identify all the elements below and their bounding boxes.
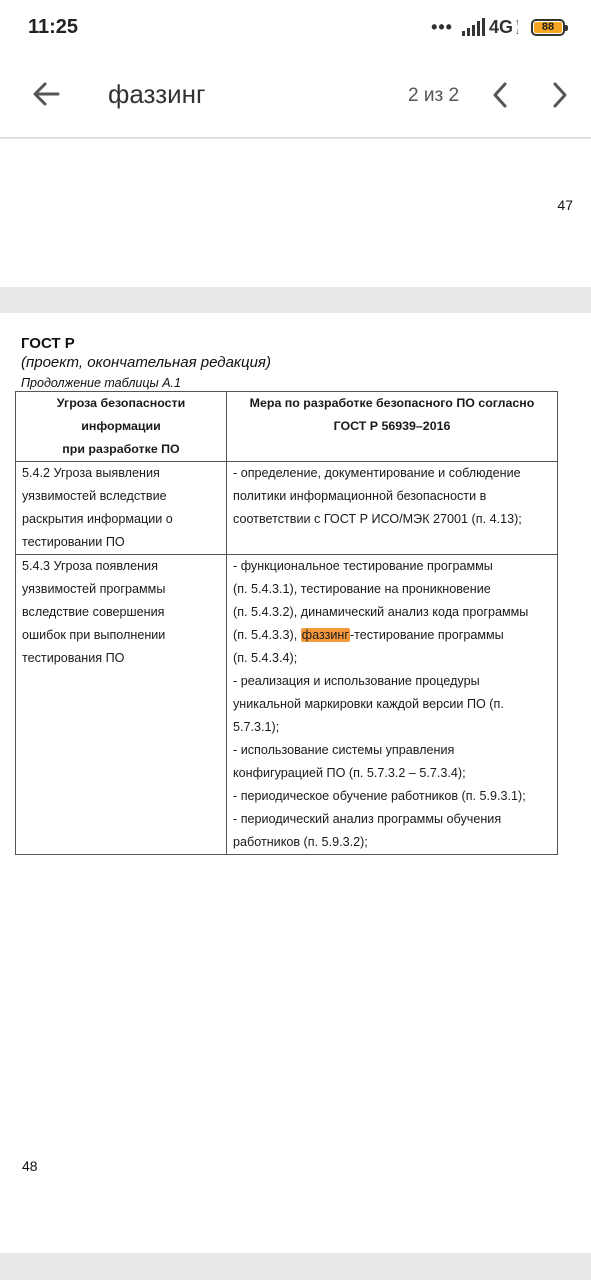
measures-table <box>15 391 558 855</box>
status-bar <box>0 0 591 54</box>
arrow-left-icon[interactable] <box>28 76 64 112</box>
measure-line-with-match: (п. 5.4.3.3), фаззинг-тестирование программы <box>233 628 504 642</box>
search-match-highlight: фаззинг <box>301 628 349 642</box>
table-header-row <box>16 392 558 462</box>
battery-icon <box>531 19 565 36</box>
battery-level: 88 <box>534 22 562 33</box>
search-query-input[interactable]: фаззинг <box>108 79 206 109</box>
document-title: ГОСТ Р <box>21 335 75 352</box>
chevron-right-icon[interactable] <box>546 80 574 110</box>
table-row <box>16 462 558 555</box>
match-counter: 2 из 2 <box>408 85 460 106</box>
more-notifications-icon: ••• <box>431 16 453 37</box>
document-page-previous <box>0 139 591 287</box>
measure-cell: - функциональное тестирование программы (п. 5.4.3.1), тестирование на проникновение (п. 5.4.3.2), динамический анализ кода программы (п. 5.4.3.3), фаззинг-тестирование программы (п. 5.4.3.4); - реализация и использование процедуры уникальной маркировки каждой версии ПО (п. 5.7.3.1); - использование системы управления конфигурацией ПО (п. 5.7.3.2 – 5.7.3.4); - периодическое обучение работников (п. 5.9.3.1); - периодический анализ программы обучения работников (п. 5.9.3.2); <box>227 555 558 855</box>
status-icons <box>431 15 565 39</box>
data-transfer-icon: ↑ ↓ <box>515 17 520 36</box>
measure-cell: - определение, документирование и соблюдение политики информационной безопасности в соответствии с ГОСТ Р ИСО/МЭК 27001 (п. 4.13); <box>227 462 558 555</box>
find-in-document-bar <box>0 54 591 138</box>
page-number: 47 <box>557 197 573 213</box>
header-threat: Угроза безопасности информации при разработке ПО <box>16 392 227 462</box>
document-page <box>0 313 591 1253</box>
network-type-label: 4G <box>488 16 513 37</box>
table-row <box>16 555 558 855</box>
table-caption: Продолжение таблицы А.1 <box>21 376 181 390</box>
document-subtitle: (проект, окончательная редакция) <box>21 354 271 371</box>
page-number: 48 <box>22 1158 38 1174</box>
chevron-left-icon[interactable] <box>486 80 514 110</box>
threat-cell: 5.4.2 Угроза выявления уязвимостей вследствие раскрытия информации о тестировании ПО <box>16 462 227 555</box>
threat-cell: 5.4.3 Угроза появления уязвимостей программы вследствие совершения ошибок при выполнении тестирования ПО <box>16 555 227 855</box>
signal-icon <box>461 18 485 36</box>
status-time: 11:25 <box>28 16 79 38</box>
header-measure: Мера по разработке безопасного ПО согласно ГОСТ Р 56939–2016 <box>227 392 558 462</box>
